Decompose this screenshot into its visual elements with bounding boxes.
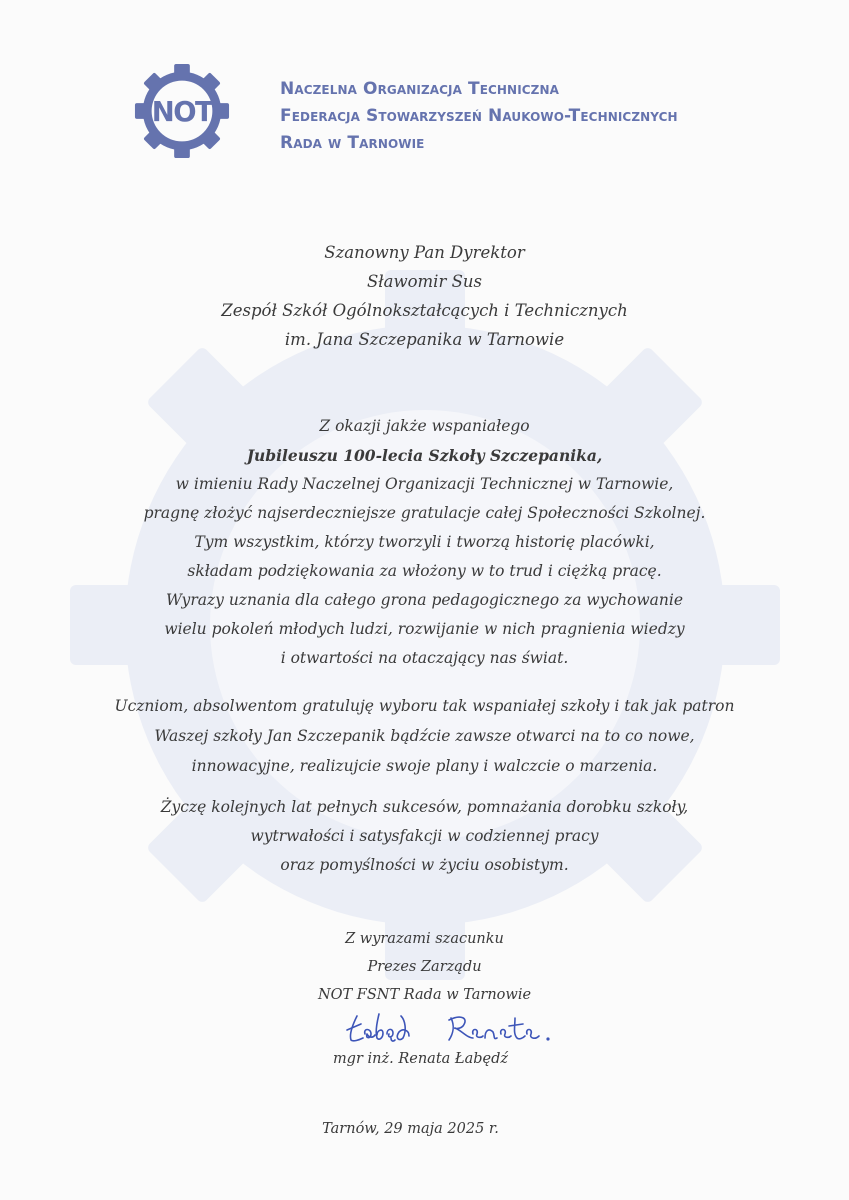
- signer-name: mgr inż. Renata Łabędź: [332, 1051, 509, 1067]
- org-council-line: Rada w Tarnowie: [280, 133, 425, 153]
- closing-title: Prezes Zarządu: [367, 959, 482, 975]
- body-line: wielu pokoleń młodych ludzi, rozwijanie w nich pragnienia wiedzy: [164, 620, 685, 638]
- closing-block: [0, 925, 849, 1009]
- body-line: i otwartości na otaczający nas świat.: [280, 649, 569, 667]
- paragraph-line: oraz pomyślności w życiu osobistym.: [280, 856, 569, 874]
- org-name-line: Naczelna Organizacja Techniczna: [280, 79, 560, 99]
- paragraph-line: wytrwałości i satysfakcji w codziennej pracy: [250, 827, 599, 845]
- paragraph-line: innowacyjne, realizujcie swoje plany i walczcie o marzenia.: [191, 757, 658, 775]
- students-paragraph: [0, 691, 849, 781]
- body-line: Tym wszystkim, którzy tworzyli i tworzą historię placówki,: [194, 533, 655, 551]
- body-line: składam podziękowania za włożony w to trud i ciężką pracę.: [187, 562, 662, 580]
- paragraph-line: Życzę kolejnych lat pełnych sukcesów, pomnażania dorobku szkoły,: [160, 798, 689, 816]
- svg-text:NOT: NOT: [151, 96, 213, 128]
- addressee-name: Sławomir Sus: [366, 272, 482, 291]
- addressee-school-patron: im. Jana Szczepanika w Tarnowie: [284, 330, 565, 349]
- organization-header: [280, 76, 678, 157]
- closing-regards: Z wyrazami szacunku: [345, 931, 504, 947]
- paragraph-line: Uczniom, absolwentom gratuluję wyboru tak wspaniałej szkoły i tak jak patron: [114, 697, 735, 715]
- closing-organization: NOT FSNT Rada w Tarnowie: [317, 987, 532, 1003]
- addressee-salutation: Szanowny Pan Dyrektor: [324, 243, 525, 262]
- wishes-paragraph: [0, 793, 849, 880]
- signer-block: [0, 1045, 849, 1073]
- body-line: pragnę złożyć najserdeczniejsze gratulacje całej Społeczności Szkolnej.: [143, 504, 706, 522]
- body-line: w imieniu Rady Naczelnej Organizacji Technicznej w Tarnowie,: [175, 475, 674, 493]
- body-intro: Z okazji jakże wspaniałego: [319, 417, 530, 435]
- addressee-school: Zespół Szkół Ogólnokształcących i Technicznych: [221, 301, 628, 320]
- handwritten-signature: [343, 1008, 558, 1048]
- date-block: [0, 1115, 849, 1143]
- body-line: Wyrazy uznania dla całego grona pedagogicznego za wychowanie: [165, 591, 684, 609]
- letter-body: [0, 412, 849, 673]
- body-jubilee: Jubileuszu 100-lecia Szkoły Szczepanika,: [246, 446, 603, 465]
- addressee-block: [0, 238, 849, 354]
- not-logo-icon: [133, 62, 231, 160]
- paragraph-line: Waszej szkoły Jan Szczepanik bądźcie zawsze otwarci na to co nowe,: [154, 727, 695, 745]
- org-federation-line: Federacja Stowarzyszeń Naukowo-Technicznych: [280, 106, 678, 126]
- letter-date: Tarnów, 29 maja 2025 r.: [322, 1121, 499, 1137]
